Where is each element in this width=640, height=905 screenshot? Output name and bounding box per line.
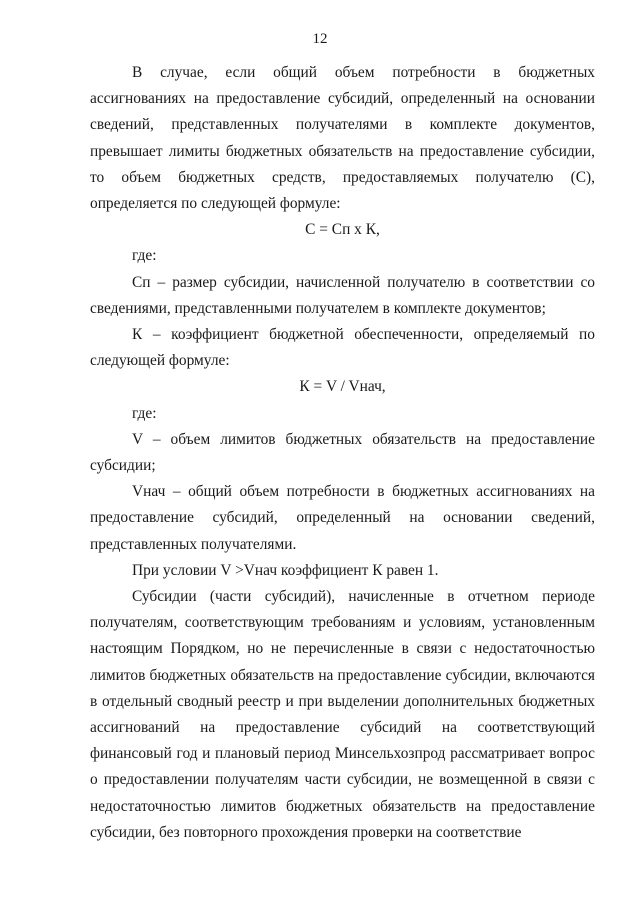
paragraph-subsidy-calculation-condition: В случае, если общий объем потребности в бюджетных ассигнованиях на предоставление субсидий, определенный на основании сведений, представленных получателями в комплекте документов, превышает лимиты бюджетных обязательств на предоставление субсидии, то объем бюджетных средств, предоставляемых получателю (С), определяется по следующей формуле: — [90, 64, 595, 213]
page-number: 12 — [312, 31, 328, 47]
paragraph-coefficient-condition: При условии V >Vнач коэффициент К равен 1. — [132, 561, 439, 579]
document-body — [90, 60, 595, 846]
paragraph-unpaid-subsidies: Субсидии (части субсидий), начисленные в отчетном периоде получателям, соответствующим требованиям и условиям, установленным настоящим Порядком, но не перечисленные в связи с недостаточностью лимитов бюджетных обязательств на предоставление субсидии, включаются в отдельный сводный реестр и при выделении дополнительных бюджетных ассигнований на предоставление субсидий на соответствующий финансовый год и плановый период Минсельхозпрод рассматривает вопрос о предоставлении получателям части субсидии, не возмещенной в связи с недостаточностью лимитов бюджетных обязательств на предоставление субсидии, без повторного прохождения проверки на соответствие — [90, 588, 595, 841]
definition-k: К – коэффициент бюджетной обеспеченности, определяемый по следующей формуле: — [90, 326, 595, 370]
definition-vnach: Vнач – общий объем потребности в бюджетных ассигнованиях на предоставление субсидий, определенный на основании сведений, представленных получателями. — [90, 483, 595, 553]
where-label: где: — [132, 404, 157, 422]
definition-sp: Сп – размер субсидии, начисленной получателю в соответствии со сведениями, представленными получателем в комплекте документов; — [90, 273, 595, 317]
formula-subsidy-amount: С = Сп х К, — [305, 221, 380, 239]
definition-v: V – объем лимитов бюджетных обязательств на предоставление субсидии; — [90, 430, 595, 475]
where-label: где: — [132, 247, 157, 265]
formula-coefficient: К = V / Vнач, — [299, 378, 386, 396]
